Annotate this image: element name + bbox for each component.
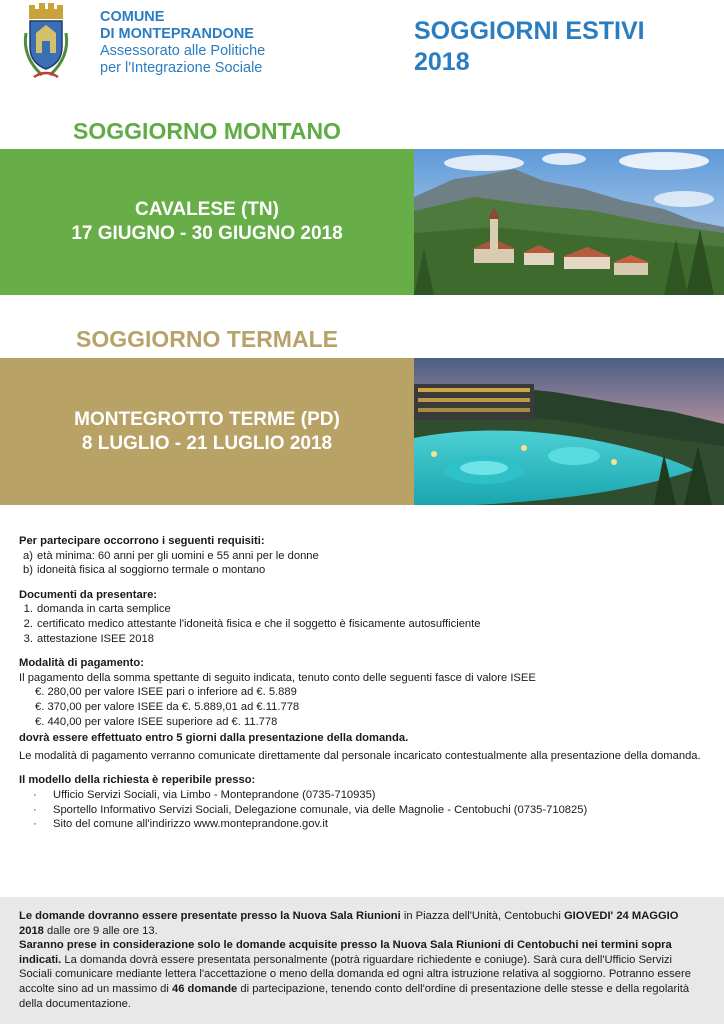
title-line2: 2018 bbox=[414, 48, 470, 76]
payment-intro: Il pagamento della somma spettante di seguito indicata, tenuto conto delle seguenti fasce di valore ISEE bbox=[19, 671, 536, 684]
bullet-icon: · bbox=[33, 803, 37, 816]
bullet-icon: · bbox=[33, 818, 37, 831]
form-availability-heading: Il modello della richiesta è reperibile presso: bbox=[19, 774, 256, 787]
payment-section bbox=[19, 656, 709, 763]
fee-row: €. 370,00 per valore ISEE da €. 5.889,01 ad €.11.778 bbox=[35, 700, 300, 713]
title-line1: SOGGIORNI ESTIVI bbox=[414, 17, 645, 45]
payment-heading: Modalità di pagamento: bbox=[19, 657, 144, 670]
org-department-line1: Assessorato alle Politiche bbox=[100, 43, 266, 59]
requirements-section bbox=[19, 534, 709, 578]
montano-band bbox=[0, 149, 414, 295]
requirements-heading: Per partecipare occorrono i seguenti requisiti: bbox=[19, 535, 265, 547]
termale-place: MONTEGROTTO TERME (PD) bbox=[74, 408, 340, 430]
montano-heading: SOGGIORNO MONTANO bbox=[73, 118, 341, 144]
termale-dates: 8 LUGLIO - 21 LUGLIO 2018 bbox=[81, 432, 333, 454]
list-item: 2. certificato medico attestante l'idoneità fisica e che il soggetto è fisicamente autosufficiente bbox=[23, 617, 481, 630]
org-department-line2: per l'Integrazione Sociale bbox=[100, 60, 263, 76]
list-item: · Sito del comune all'indirizzo www.monteprandone.gov.it bbox=[33, 818, 328, 831]
application-notice bbox=[0, 897, 724, 1024]
list-item: b) idoneità fisica al soggiorno termale o montano bbox=[23, 564, 266, 577]
list-item: · Sportello Informativo Servizi Sociali, Delegazione comunale, via delle Magnolie - Centobuchi (0735-710825) bbox=[33, 803, 588, 816]
fee-row: €. 440,00 per valore ISEE superiore ad €. 11.778 bbox=[35, 715, 278, 728]
list-item: a) età minima: 60 anni per gli uomini e 55 anni per le donne bbox=[23, 549, 319, 562]
payment-deadline: dovrà essere effettuato entro 5 giorni dalla presentazione della domanda. bbox=[19, 732, 409, 745]
documents-heading: Documenti da presentare: bbox=[19, 588, 158, 601]
notice-paragraph-2: Saranno prese in considerazione solo le domande acquisite presso la Nuova Sala Riunioni di Centobuchi nei termini sopra indicati. La domanda dovrà essere presentata personalmente (potrà riguardare richiedente e coniuge). Sarà cura dell'Ufficio Servizi Sociali comunicare mediante lettera l'accettazione o meno della domanda ed ogni altra istruzione relativa al soggiorno. Potranno essere accolte sino ad un massimo di 46 domande di partecipazione, tenendo conto dell'ordine di presentazione delle stesse e della regolarità della documentazione. bbox=[19, 939, 691, 1010]
montano-place: CAVALESE (TN) bbox=[135, 199, 279, 220]
list-item: 1. domanda in carta semplice bbox=[23, 603, 171, 616]
documents-section bbox=[19, 588, 709, 646]
montano-dates: 17 GIUGNO - 30 GIUGNO 2018 bbox=[71, 223, 343, 244]
termale-band bbox=[0, 358, 414, 505]
termale-heading: SOGGIORNO TERMALE bbox=[76, 326, 338, 352]
municipal-crest-icon bbox=[20, 3, 72, 81]
payment-note: Le modalità di pagamento verranno comunicate direttamente dal personale incaricato contestualmente alla presentazione della domanda. bbox=[19, 749, 701, 762]
bullet-icon: · bbox=[33, 788, 37, 801]
fee-row: €. 280,00 per valore ISEE pari o inferiore ad €. 5.889 bbox=[35, 686, 297, 699]
notice-paragraph-1: Le domande dovranno essere presentate presso la Nuova Sala Riunioni in Piazza dell'Unità, Centobuchi GIOVEDI' 24 MAGGIO 2018 dalle ore 9 alle ore 13. bbox=[19, 910, 679, 937]
page-title bbox=[414, 16, 645, 78]
form-availability-section bbox=[19, 773, 709, 831]
list-item: · Ufficio Servizi Sociali, via Limbo - Monteprandone (0735-710935) bbox=[33, 788, 376, 801]
info-body bbox=[19, 534, 709, 842]
mountain-village-photo bbox=[414, 149, 724, 295]
org-name-line1: COMUNE bbox=[100, 9, 165, 25]
thermal-pool-photo bbox=[414, 358, 724, 505]
org-name-line2: DI MONTEPRANDONE bbox=[100, 26, 254, 42]
organization-block bbox=[100, 9, 265, 77]
list-item: 3. attestazione ISEE 2018 bbox=[23, 632, 154, 645]
